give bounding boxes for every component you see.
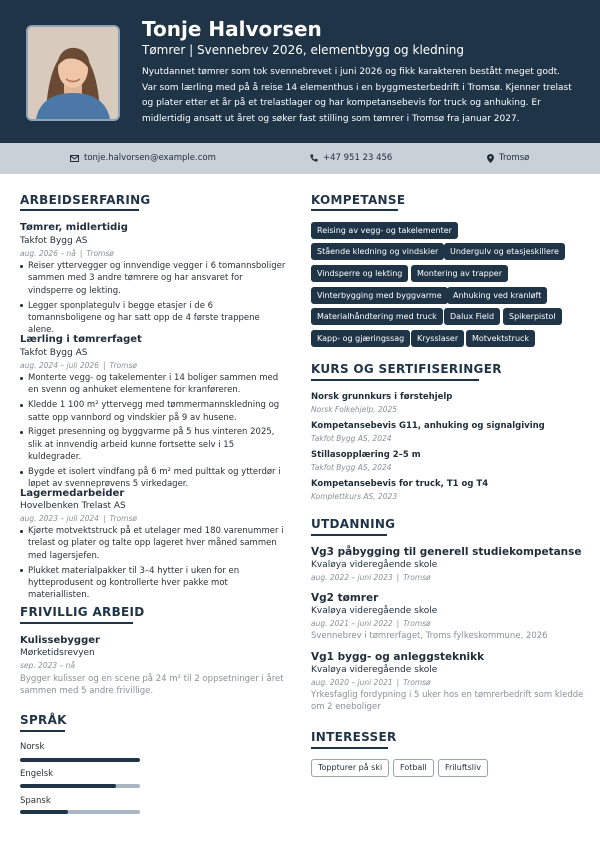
job-title: Tømrer, midlertidig xyxy=(20,222,128,233)
language-level-fill xyxy=(20,758,140,762)
skill-tag: Vindsperre og lekting xyxy=(311,265,408,282)
section-underline xyxy=(20,730,65,732)
bullet-item: Bygde et isolert vindfang på 6 m² med pulttak og ytterdør i løpet av svenneprøvens 5 virkedager. xyxy=(20,466,288,491)
contact-phone[interactable] xyxy=(310,153,392,163)
skill-tag: Montering av trapper xyxy=(411,265,508,282)
contact-location xyxy=(487,153,529,163)
education-location: Tromsø xyxy=(403,678,431,687)
education-title: Vg2 tømrer xyxy=(311,592,379,604)
job-meta: aug. 2023 – juli 2024 | Tromsø xyxy=(20,514,137,523)
section-underline xyxy=(311,747,388,749)
job-title: Lagermedarbeider xyxy=(20,488,125,499)
job-bullets xyxy=(20,525,288,604)
skill-tag: Vinterbygging med byggvarme xyxy=(311,287,448,304)
volunteer-period: sep. 2023 – nå xyxy=(20,661,76,670)
profile-summary: Nyutdannet tømrer som tok svennebrevet i juni 2026 og fikk karakteren bestått meget godt. Var som lærling med på å reise 14 elementhus i en byggmesterbedrift i Tromsø. Kjenner trelast og plater etter et år på et trelastlager og har kompetansebevis for truck og anhuking. Er midlertidig ansatt ut året og søker fast stilling som tømrer i Tromsø fra januar 2027. xyxy=(142,67,572,124)
phone-text: +47 951 23 456 xyxy=(323,153,393,163)
education-meta: aug. 2021 – juni 2022 | Tromsø xyxy=(311,619,431,628)
job-company: Hovelbenken Trelast AS xyxy=(20,501,126,511)
envelope-icon xyxy=(70,155,79,162)
bullet-item: Reiser yttervegger og innvendige vegger i 6 tomannsboliger sammen med 3 andre tømrere og har ansvaret for vindsperre og lekting. xyxy=(20,260,288,297)
bullet-item: Legger sponplategulv i begge etasjer i de 6 tomannsboligene og har satt opp de 4 første trappene alene. xyxy=(20,300,288,337)
skill-tag: Materialhåndtering med truck xyxy=(311,308,443,325)
language-level-bar xyxy=(20,810,140,814)
skill-tag: Dalux Field xyxy=(444,308,500,325)
cert-name: Norsk grunnkurs i førstehjelp xyxy=(311,392,453,402)
language-level-fill xyxy=(20,810,68,814)
skill-tag: Anhuking ved kranløft xyxy=(447,287,547,304)
skill-tag: Undergulv og etasjeskillere xyxy=(444,243,565,260)
cert-issuer: Komplettkurs AS, 2023 xyxy=(311,492,398,501)
section-title-certifications: KURS OG SERTIFISERINGER xyxy=(311,362,502,376)
interest-tag: Fotball xyxy=(393,759,434,777)
job-bullets xyxy=(20,260,288,339)
section-title-interests: INTERESSER xyxy=(311,730,397,744)
section-title-experience: ARBEIDSERFARING xyxy=(20,193,151,207)
skill-tag: Krysslaser xyxy=(411,330,464,347)
email-text: tonje.halvorsen@example.com xyxy=(84,153,216,163)
cert-issuer: Takfot Bygg AS, 2024 xyxy=(311,463,392,472)
cert-name: Stillasopplæring 2–5 m xyxy=(311,450,421,460)
skill-tag: Kapp- og gjæringssag xyxy=(311,330,410,347)
job-period: aug. 2024 – juli 2026 xyxy=(20,361,99,370)
candidate-name: Tonje Halvorsen xyxy=(142,17,322,41)
profile-photo xyxy=(26,25,120,121)
volunteer-description: Bygger kulisser og en scene på 24 m² til 2 oppsetninger i året sammen med 5 andre frivillige. xyxy=(20,674,284,697)
job-location: Tromsø xyxy=(86,249,114,258)
job-location: Tromsø xyxy=(109,514,137,523)
job-meta: aug. 2024 – juli 2026 | Tromsø xyxy=(20,361,137,370)
contact-bar xyxy=(0,143,600,174)
bullet-item: Monterte vegg- og takelementer i 14 boliger sammen med en svenn og anhuket elementene for kranføreren. xyxy=(20,372,288,397)
section-underline xyxy=(311,209,398,211)
job-meta: aug. 2026 – nå | Tromsø xyxy=(20,249,114,258)
volunteer-role: Kulissebygger xyxy=(20,635,100,646)
job-company: Takfot Bygg AS xyxy=(20,236,88,246)
section-title-education: UTDANNING xyxy=(311,517,396,531)
education-school: Kvaløya videregående skole xyxy=(311,606,438,616)
education-period: aug. 2021 – juni 2022 xyxy=(311,619,393,628)
education-period: aug. 2022 – juni 2023 xyxy=(311,573,393,582)
language-level-bar xyxy=(20,758,140,762)
education-school: Kvaløya videregående skole xyxy=(311,665,438,675)
education-meta: aug. 2022 – juni 2023 | Tromsø xyxy=(311,573,431,582)
job-title: Lærling i tømrerfaget xyxy=(20,334,142,345)
language-name: Engelsk xyxy=(20,769,54,779)
job-bullets xyxy=(20,372,288,493)
job-location: Tromsø xyxy=(109,361,137,370)
education-meta: aug. 2020 – juni 2021 | Tromsø xyxy=(311,678,431,687)
cert-issuer: Norsk Folkehjelp, 2025 xyxy=(311,405,398,414)
job-period: aug. 2023 – juli 2024 xyxy=(20,514,99,523)
education-note: Yrkesfaglig fordypning i 5 uker hos en tømrerbedrift som kledde om 2 eneboliger xyxy=(311,690,584,713)
cert-issuer: Takfot Bygg AS, 2024 xyxy=(311,434,392,443)
education-school: Kvaløya videregående skole xyxy=(311,560,438,570)
bullet-item: Plukket materialpakker til 3–4 hytter i uken for en hytteprodusent og kontrollerte hver pakke mot materiallisten. xyxy=(20,565,288,602)
education-note: Svennebrev i tømrerfaget, Troms fylkeskommune, 2026 xyxy=(311,631,548,641)
section-title-skills: KOMPETANSE xyxy=(311,193,406,207)
bullet-item: Kledde 1 100 m² yttervegg med tømmermannskledning og satte opp vannbord og vindskier på 9 av husene. xyxy=(20,399,288,424)
cert-name: Kompetansebevis for truck, T1 og T4 xyxy=(311,479,489,489)
interest-tag: Friluftsliv xyxy=(438,759,488,777)
contact-email[interactable] xyxy=(70,153,216,163)
language-level-fill xyxy=(20,784,116,788)
section-underline xyxy=(20,622,133,624)
location-text: Tromsø xyxy=(499,153,530,163)
phone-icon xyxy=(310,154,318,162)
section-title-languages: SPRÅK xyxy=(20,713,67,727)
interest-tag: Toppturer på ski xyxy=(311,759,389,777)
skill-tag: Stående kledning og vindskier xyxy=(311,243,444,260)
section-underline xyxy=(311,534,387,536)
header xyxy=(0,0,600,143)
section-underline xyxy=(20,209,139,211)
volunteer-org: Mørketidsrevyen xyxy=(20,648,95,658)
bullet-item: Kjørte motvektstruck på et utelager med 180 varenummer i trelast og plater og talte opp lageret hver måned sammen med lagersjefen. xyxy=(20,525,288,562)
cert-name: Kompetansebevis G11, anhuking og signalgiving xyxy=(311,421,545,431)
section-underline xyxy=(311,379,479,381)
skill-tag: Reising av vegg- og takelementer xyxy=(311,222,458,239)
education-title: Vg1 bygg- og anleggsteknikk xyxy=(311,651,485,663)
bullet-item: Rigget presenning og byggvarme på 5 hus vinteren 2025, slik at innvendig arbeid kunne fortsette selv i 15 kuldegrader. xyxy=(20,426,288,463)
language-level-bar xyxy=(20,784,140,788)
education-period: aug. 2020 – juni 2021 xyxy=(311,678,393,687)
language-name: Norsk xyxy=(20,742,45,752)
education-location: Tromsø xyxy=(403,573,431,582)
location-pin-icon xyxy=(487,154,494,163)
skill-tag: Motvektstruck xyxy=(466,330,535,347)
job-period: aug. 2026 – nå xyxy=(20,249,76,258)
job-company: Takfot Bygg AS xyxy=(20,348,88,358)
education-title: Vg3 påbygging til generell studiekompetanse xyxy=(311,546,582,558)
language-name: Spansk xyxy=(20,796,51,806)
job-subtitle: Tømrer | Svennebrev 2026, elementbygg og kledning xyxy=(142,43,464,57)
education-location: Tromsø xyxy=(403,619,431,628)
section-title-volunteer: FRIVILLIG ARBEID xyxy=(20,605,145,619)
skill-tag: Spikerpistol xyxy=(503,308,562,325)
